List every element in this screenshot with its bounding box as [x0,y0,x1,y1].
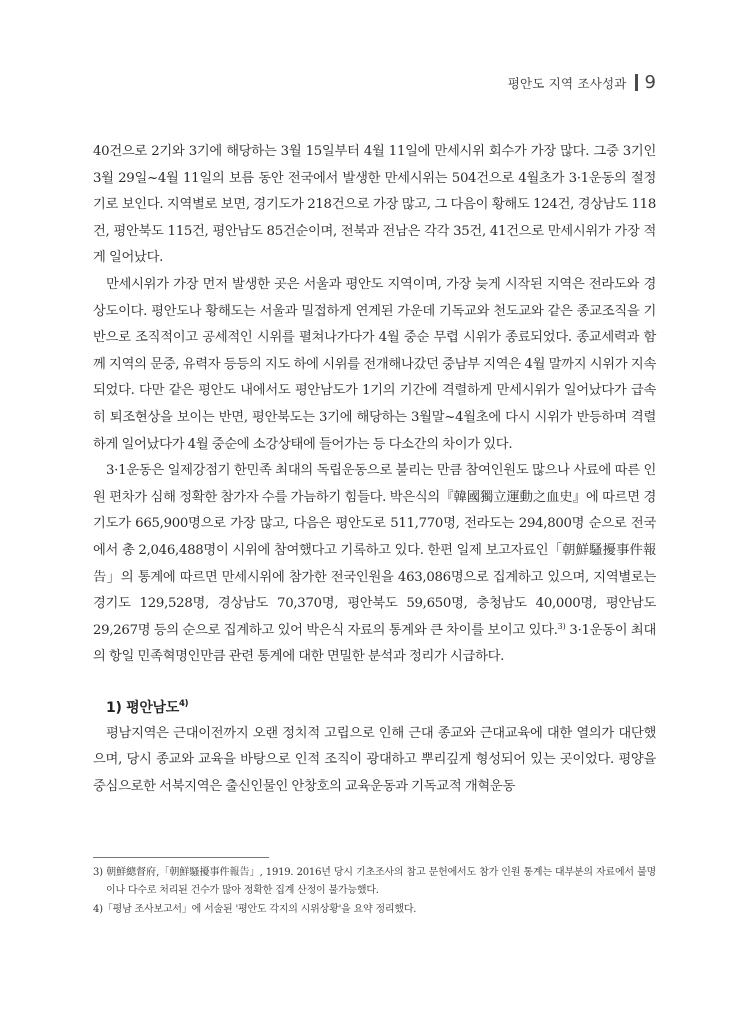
footnote-4: 4)「평남 조사보고서」에 서술된 '평안도 각지의 시위상황'을 요약 정리했다. [93,903,417,915]
page-number: 9 [644,72,656,93]
paragraph-3 [93,458,656,671]
paragraph-4: 평남지역은 근대이전까지 오랜 정치적 고립으로 인해 근대 종교와 근대교육에 대한 열의가 대단했으며, 당시 종교와 교육을 바탕으로 인적 조직이 광대하고 뿌리깊게 형성되어 있는 곳이었다. 평양을 중심으로한 서북지역은 출신인물인 안창호의 교육운동과 기독교적 개혁운동 [93,725,656,795]
section-heading-text: 1) 평안남도 [106,699,180,716]
header-divider-bar [635,74,638,91]
paragraph-3-tail: 3·1운동이 최대의 항일 민족혁명인만큼 관련 통계에 대한 면밀한 분석과 정리가 시급하다. [93,622,656,665]
paragraph-2: 만세시위가 가장 먼저 발생한 곳은 서울과 평안도 지역이며, 가장 늦게 시작된 지역은 전라도와 경상도이다. 평안도나 황해도는 서울과 밀접하게 연계된 가운데 기독교와 천도교와 같은 종교조직을 기반으로 조직적이고 공세적인 시위를 펼쳐나가다가 4월 중순 무렵 시위가 종료되었다. 종교세력과 함께 지역의 문중, 유력자 등등의 지도 하에 시위를 전개해나갔던 중남부 지역은 4월 말까지 시위가 지속되었다. 다만 같은 평안도 내에서도 평안남도가 1기의 기간에 격렬하게 만세시위가 일어났다가 급속히 퇴조현상을 보이는 반면, 평안북도는 3기에 해당하는 3월말~4월초에 다시 시위가 반등하며 격렬하게 일어났다가 4월 중순에 소강상태에 들어가는 등 다소간의 차이가 있다. [93,276,656,452]
section-heading [93,695,656,721]
footnote-divider [93,857,269,858]
footnotes [93,864,656,919]
paragraph-3-text: 3·1운동은 일제강점기 한민족 최대의 독립운동으로 불리는 만큼 참여인원도 많으나 사료에 따른 인원 편차가 심해 정확한 참가자 수를 가늠하기 힘들다. 박은식의『韓國獨立運動之血史』에 따르면 경기도가 665,900명으로 가장 많고, 다음은 평안도로 511,770명, 전라도는 294,800명 순으로 전국에서 총 2,046,488명이 시위에 참여했다고 기록하고 있다. 한편 일제 보고자료인「朝鮮騷擾事件報告」의 통계에 따르면 만세시위에 참가한 전국인원을 463,086명으로 집계하고 있으며, 지역별로는 경기도 129,528명, 경상남도 70,370명, 평안북도 59,650명, 충청남도 40,000명, 평안남도 29,267명 등의 순으로 집계하고 있어 박은식 자료의 통계와 큰 차이를 보이고 있다. [93,463,656,638]
running-header [508,72,656,93]
footnote-ref-4[interactable]: 4) [179,698,189,709]
footnote-3: 3) 朝鮮總督府,「朝鮮騷擾事件報告」, 1919. 2016년 당시 기초조사의 참고 문헌에서도 참가 인원 통계는 대부분의 자료에서 불명이나 다수로 처리된 건수가 많아 정확한 집계 산정이 불가능했다. [93,867,656,897]
running-header-title: 평안도 지역 조사성과 [507,75,627,91]
paragraph-1: 40건으로 2기와 3기에 해당하는 3월 15일부터 4월 11일에 만세시위 회수가 가장 많다. 그중 3기인 3월 29일~4월 11일의 보름 동안 전국에서 발생한 만세시위는 504건으로 4월초가 3·1운동의 절정기로 보인다. 지역별로 보면, 경기도가 218건으로 가장 많고, 그 다음이 황해도 124건, 경상남도 118건, 평안북도 115건, 평안남도 85건순이며, 전북과 전남은 각각 35건, 41건으로 만세시위가 가장 적게 일어났다. [93,144,656,266]
main-text [93,139,656,801]
footnote-ref-3[interactable]: 3) [557,621,566,631]
